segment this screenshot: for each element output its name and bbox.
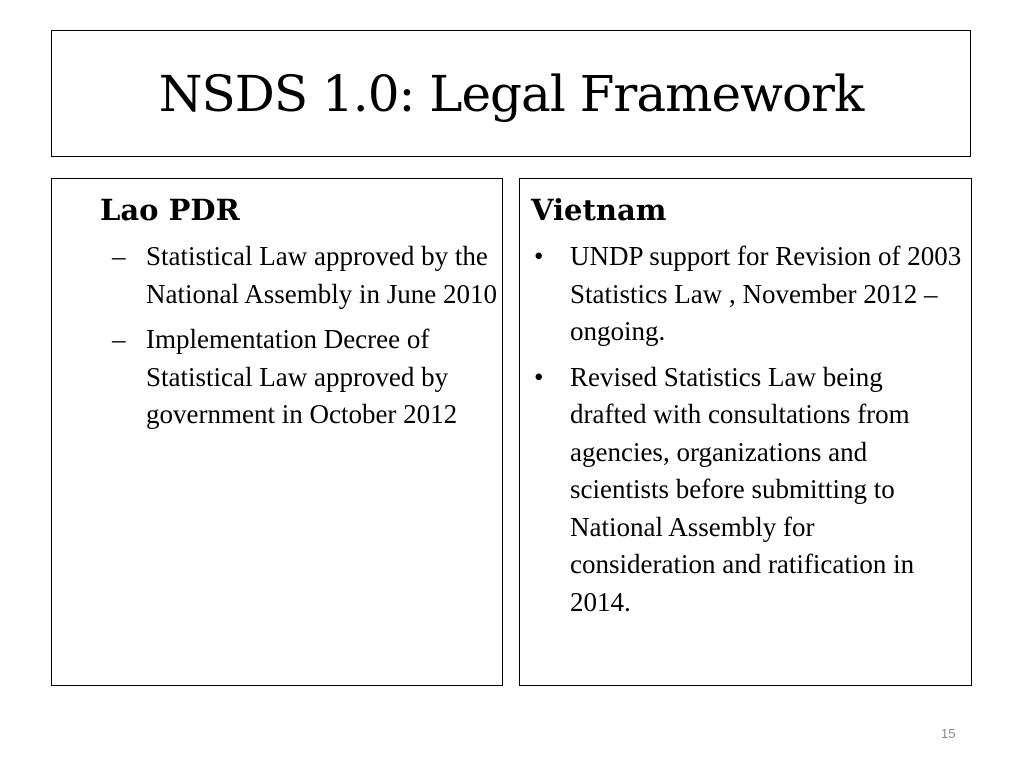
list-item-text: Statistical Law approved by the National Assembly in June 2010 — [146, 241, 497, 309]
list-item — [534, 238, 964, 351]
dash-marker: – — [112, 324, 126, 354]
list-item — [112, 238, 504, 313]
list-item-text: Revised Statistics Law being drafted with consultations from agencies, organizations and scientists before submitting to National Assembly for consideration and ratification in 2014. — [570, 361, 915, 617]
title-box — [51, 30, 971, 157]
bullet-marker: • — [534, 241, 544, 271]
dash-marker: – — [112, 241, 126, 271]
list-item — [112, 321, 504, 434]
slide-number: 15 — [941, 726, 956, 741]
list-item-text: UNDP support for Revision of 2003 Statistics Law , November 2012 – ongoing. — [570, 241, 962, 346]
vietnam-list — [534, 238, 964, 629]
vietnam-panel — [519, 178, 972, 686]
bullet-marker: • — [534, 361, 544, 392]
list-item — [534, 359, 964, 622]
vietnam-heading: Vietnam — [531, 193, 667, 227]
lao-pdr-heading: Lao PDR — [100, 193, 240, 227]
slide-title: NSDS 1.0: Legal Framework — [158, 64, 864, 123]
lao-pdr-panel — [51, 178, 503, 686]
list-item-text: Implementation Decree of Statistical Law approved by government in October 2012 — [146, 324, 458, 429]
lao-pdr-list — [112, 238, 504, 442]
